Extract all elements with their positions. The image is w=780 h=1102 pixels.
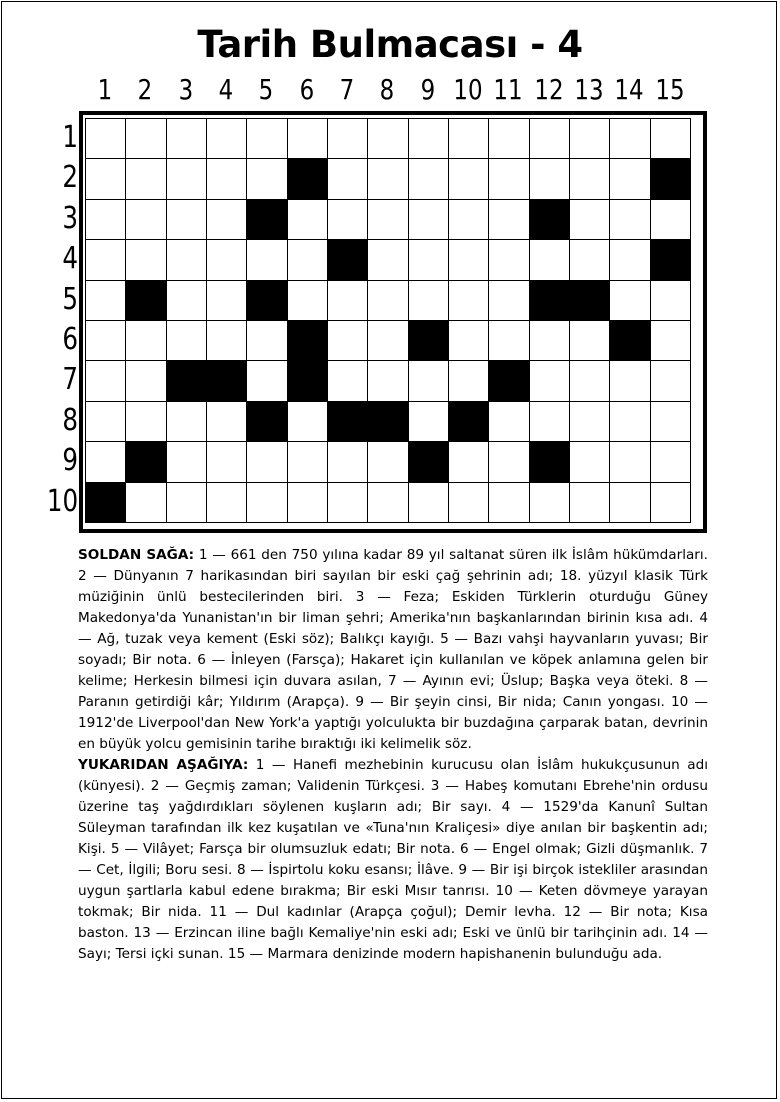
answer-cell[interactable] [126, 402, 166, 442]
answer-cell[interactable] [570, 483, 610, 523]
row-number: 3 [62, 200, 78, 236]
black-cell [409, 321, 449, 361]
black-cell [126, 281, 166, 321]
answer-cell[interactable] [368, 361, 408, 401]
answer-cell[interactable] [489, 159, 529, 199]
black-cell [409, 442, 449, 482]
answer-cell[interactable] [247, 119, 287, 159]
answer-cell[interactable] [530, 159, 570, 199]
column-number: 6 [299, 73, 315, 106]
answer-cell[interactable] [207, 483, 247, 523]
answer-cell[interactable] [610, 281, 650, 321]
clues-down [78, 755, 708, 965]
black-cell [247, 281, 287, 321]
answer-cell[interactable] [651, 119, 691, 159]
answer-cell[interactable] [167, 321, 207, 361]
row-number: 5 [62, 281, 78, 317]
answer-cell[interactable] [368, 321, 408, 361]
answer-cell[interactable] [489, 281, 529, 321]
answer-cell[interactable] [449, 119, 489, 159]
answer-cell[interactable] [247, 483, 287, 523]
answer-cell[interactable] [610, 119, 650, 159]
answer-cell[interactable] [86, 240, 126, 280]
answer-cell[interactable] [126, 361, 166, 401]
row-number: 1 [62, 120, 78, 155]
answer-cell[interactable] [328, 159, 368, 199]
answer-cell[interactable] [409, 361, 449, 401]
column-number: 11 [493, 73, 524, 106]
black-cell [328, 240, 368, 280]
answer-cell[interactable] [449, 483, 489, 523]
answer-cell[interactable] [489, 483, 529, 523]
answer-cell[interactable] [651, 483, 691, 523]
answer-cell[interactable] [288, 119, 328, 159]
clues-across-heading: SOLDAN SAĞA: [78, 547, 195, 563]
clues-down-heading: YUKARIDAN AŞAĞIYA: [78, 757, 249, 773]
answer-cell[interactable] [288, 200, 328, 240]
black-cell [530, 442, 570, 482]
black-cell [570, 281, 610, 321]
answer-cell[interactable] [86, 119, 126, 159]
answer-cell[interactable] [328, 119, 368, 159]
answer-cell[interactable] [570, 442, 610, 482]
answer-cell[interactable] [368, 442, 408, 482]
answer-cell[interactable] [247, 240, 287, 280]
answer-cell[interactable] [530, 119, 570, 159]
answer-cell[interactable] [489, 200, 529, 240]
row-number: 7 [62, 362, 78, 398]
column-number: 12 [534, 73, 564, 106]
answer-cell[interactable] [449, 321, 489, 361]
column-number: 15 [655, 73, 685, 106]
answer-cell[interactable] [530, 361, 570, 401]
answer-cell[interactable] [126, 321, 166, 361]
answer-cell[interactable] [167, 200, 207, 240]
answer-cell[interactable] [368, 159, 408, 199]
row-number: 10 [46, 483, 78, 519]
answer-cell[interactable] [167, 442, 207, 482]
answer-cell[interactable] [247, 361, 287, 401]
answer-cell[interactable] [409, 159, 449, 199]
answer-cell[interactable] [449, 361, 489, 401]
black-cell [328, 402, 368, 442]
answer-cell[interactable] [368, 483, 408, 523]
black-cell [126, 442, 166, 482]
answer-cell[interactable] [449, 200, 489, 240]
column-number: 9 [420, 73, 436, 106]
answer-cell[interactable] [167, 402, 207, 442]
answer-cell[interactable] [530, 321, 570, 361]
answer-cell[interactable] [409, 200, 449, 240]
answer-cell[interactable] [167, 119, 207, 159]
clues-block [78, 545, 708, 965]
answer-cell[interactable] [449, 240, 489, 280]
row-number: 8 [62, 402, 78, 438]
answer-cell[interactable] [288, 240, 328, 280]
answer-cell[interactable] [651, 361, 691, 401]
answer-cell[interactable] [570, 361, 610, 401]
answer-cell[interactable] [86, 442, 126, 482]
answer-cell[interactable] [328, 361, 368, 401]
answer-cell[interactable] [489, 119, 529, 159]
answer-cell[interactable] [570, 240, 610, 280]
answer-cell[interactable] [167, 159, 207, 199]
answer-cell[interactable] [207, 402, 247, 442]
black-cell [167, 361, 207, 401]
answer-cell[interactable] [610, 483, 650, 523]
black-cell [651, 240, 691, 280]
black-cell [530, 281, 570, 321]
column-number: 7 [339, 73, 355, 106]
row-number: 2 [62, 160, 78, 196]
black-cell [207, 361, 247, 401]
black-cell [86, 483, 126, 523]
answer-cell[interactable] [570, 402, 610, 442]
answer-cell[interactable] [570, 159, 610, 199]
answer-cell[interactable] [288, 442, 328, 482]
answer-cell[interactable] [449, 281, 489, 321]
answer-cell[interactable] [86, 402, 126, 442]
answer-cell[interactable] [288, 402, 328, 442]
black-cell [530, 200, 570, 240]
answer-cell[interactable] [610, 442, 650, 482]
column-number: 8 [380, 73, 395, 106]
crossword-grid [85, 118, 691, 523]
answer-cell[interactable] [651, 321, 691, 361]
answer-cell[interactable] [86, 321, 126, 361]
column-numbers [0, 72, 780, 108]
column-number: 2 [138, 73, 153, 106]
answer-cell[interactable] [409, 240, 449, 280]
answer-cell[interactable] [247, 159, 287, 199]
answer-cell[interactable] [409, 119, 449, 159]
answer-cell[interactable] [368, 281, 408, 321]
black-cell [247, 200, 287, 240]
answer-cell[interactable] [570, 200, 610, 240]
black-cell [610, 321, 650, 361]
column-number: 13 [574, 73, 604, 106]
black-cell [368, 402, 408, 442]
answer-cell[interactable] [247, 442, 287, 482]
answer-cell[interactable] [651, 442, 691, 482]
clues-across-text: 1 — 661 den 750 yılına kadar 89 yıl saltanat süren ilk İslâm hükümdarları. 2 — Dünyanın 7 harikasından biri sayılan bir eski çağ şehrinin adı; 18. yüzyıl klasik Türk müziğinin ünlü bestecilerinden biri. 3 — Feza; Eskiden Türklerin oturduğu Güney Makedonya'da Yunanistan'ın bir liman şehri; Amerika'nın başkanlarından birinin kısa adı. 4 — Ağ, tuzak veya kement (Eski söz); Balıkçı kayığı. 5 — Bazı vahşi hayvanların yuvası; Bir soyadı; Bir nota. 6 — İnleyen (Farsça); Hakaret için kullanılan ve köpek anlamına gelen bir kelime; Herkesin bilmesi için duvara asılan, 7 — Ayının evi; Üslup; Başka veya öteki. 8 — Paranın getirdiği kâr; Yıldırım (Arapça). 9 — Bir şeyin cinsi, Bir nida; Canın yongası. 10 — 1912'de Liverpool'dan New York'a yaptığı yolculukta bir buzdağına çarparak batan, devrinin en büyük yolcu gemisinin tarihe bıraktığı iki kelimelik söz. [78, 547, 708, 752]
column-number: 1 [97, 73, 113, 106]
answer-cell[interactable] [86, 159, 126, 199]
answer-cell[interactable] [328, 442, 368, 482]
answer-cell[interactable] [328, 281, 368, 321]
answer-cell[interactable] [247, 321, 287, 361]
answer-cell[interactable] [207, 442, 247, 482]
answer-cell[interactable] [368, 200, 408, 240]
answer-cell[interactable] [207, 240, 247, 280]
answer-cell[interactable] [409, 402, 449, 442]
answer-cell[interactable] [610, 200, 650, 240]
answer-cell[interactable] [449, 159, 489, 199]
black-cell [247, 402, 287, 442]
answer-cell[interactable] [530, 483, 570, 523]
answer-cell[interactable] [610, 402, 650, 442]
answer-cell[interactable] [167, 483, 207, 523]
answer-cell[interactable] [126, 200, 166, 240]
answer-cell[interactable] [651, 281, 691, 321]
answer-cell[interactable] [409, 483, 449, 523]
answer-cell[interactable] [86, 281, 126, 321]
black-cell [449, 402, 489, 442]
black-cell [288, 321, 328, 361]
column-number: 10 [453, 73, 483, 106]
answer-cell[interactable] [328, 200, 368, 240]
answer-cell[interactable] [288, 483, 328, 523]
answer-cell[interactable] [651, 200, 691, 240]
answer-cell[interactable] [126, 240, 166, 280]
answer-cell[interactable] [328, 483, 368, 523]
answer-cell[interactable] [126, 159, 166, 199]
answer-cell[interactable] [570, 119, 610, 159]
answer-cell[interactable] [489, 321, 529, 361]
answer-cell[interactable] [449, 442, 489, 482]
clues-down-text: 1 — Hanefi mezhebinin kurucusu olan İslâm hukukçusunun adı (künyesi). 2 — Geçmiş zaman; Validenin Türkçesi. 3 — Habeş komutanı Ebrehe'nin ordusu üzerine taş yağdırdıkları söylenen kuşların adı; Bir sayı. 4 — 1529'da Kanunî Sultan Süleyman tarafından ilk kez kuşatılan ve «Tuna'nın Kraliçesi» diye anılan bir başkentin adı; Kişi. 5 — Vilâyet; Farsça bir olumsuzluk edatı; Bir nota. 6 — Engel olmak; Gizli düşmanlık. 7 — Cet, İlgili; Boru sesi. 8 — İspirtolu koku esansı; İlâve. 9 — Bir işi birçok istekliler arasından uygun şartlarla kabul edene bırakma; Bir eski Mısır tanrısı. 10 — Keten dövmeye yarayan tokmak; Bir nida. 11 — Dul kadınlar (Arapça çoğul); Demir levha. 12 — Bir nota; Kısa baston. 13 — Erzincan iline bağlı Kemaliye'nin eski adı; Eski ve ünlü bir tarihçinin adı. 14 — Sayı; Tersi içki sunan. 15 — Marmara denizinde modern hapishanenin bulunduğu ada. [78, 757, 708, 962]
row-number: 9 [62, 443, 78, 479]
answer-cell[interactable] [126, 483, 166, 523]
answer-cell[interactable] [489, 240, 529, 280]
column-number: 4 [218, 73, 234, 106]
answer-cell[interactable] [207, 281, 247, 321]
answer-cell[interactable] [126, 119, 166, 159]
answer-cell[interactable] [328, 321, 368, 361]
answer-cell[interactable] [530, 240, 570, 280]
puzzle-title: Tarih Bulmacası - 4 [197, 23, 583, 66]
answer-cell[interactable] [207, 321, 247, 361]
answer-cell[interactable] [207, 200, 247, 240]
column-number: 5 [259, 73, 274, 106]
answer-cell[interactable] [167, 240, 207, 280]
black-cell [489, 361, 529, 401]
black-cell [288, 361, 328, 401]
answer-cell[interactable] [86, 200, 126, 240]
row-number: 6 [62, 322, 78, 357]
answer-cell[interactable] [570, 321, 610, 361]
answer-cell[interactable] [610, 240, 650, 280]
answer-cell[interactable] [368, 240, 408, 280]
answer-cell[interactable] [610, 361, 650, 401]
black-cell [651, 159, 691, 199]
answer-cell[interactable] [610, 159, 650, 199]
row-number: 4 [62, 241, 78, 277]
answer-cell[interactable] [409, 281, 449, 321]
answer-cell[interactable] [207, 119, 247, 159]
column-number: 14 [614, 73, 645, 106]
black-cell [288, 159, 328, 199]
answer-cell[interactable] [86, 361, 126, 401]
column-number: 3 [178, 73, 194, 106]
answer-cell[interactable] [167, 281, 207, 321]
clues-across [78, 545, 708, 755]
answer-cell[interactable] [207, 159, 247, 199]
answer-cell[interactable] [368, 119, 408, 159]
answer-cell[interactable] [530, 402, 570, 442]
answer-cell[interactable] [288, 281, 328, 321]
answer-cell[interactable] [651, 402, 691, 442]
answer-cell[interactable] [489, 402, 529, 442]
answer-cell[interactable] [489, 442, 529, 482]
